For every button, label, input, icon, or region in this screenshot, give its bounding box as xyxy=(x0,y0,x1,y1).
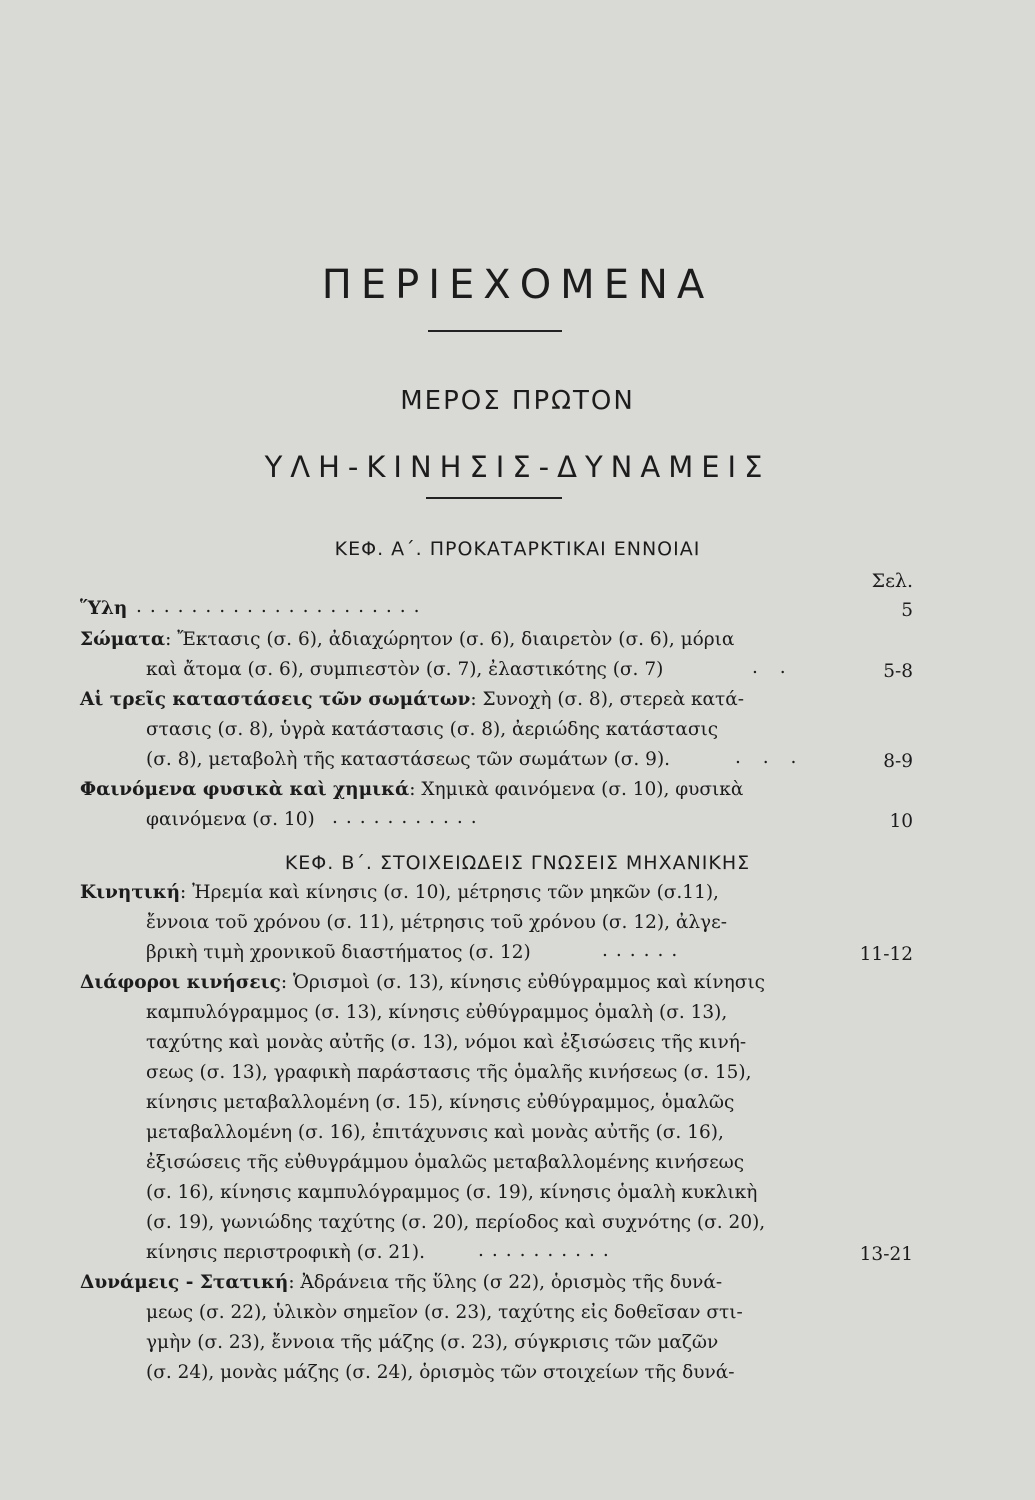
page-title: ΠΕΡΙΕΧΟΜΕΝΑ xyxy=(321,262,714,308)
toc-entry-text: (σ. 8), μεταβολὴ τῆς καταστάσεως τῶν σωμάτων (σ. 9). xyxy=(146,749,671,770)
toc-entry-text: : Χημικὰ φαινόμενα (σ. 10), φυσικὰ xyxy=(409,779,744,800)
toc-entry xyxy=(80,629,734,650)
toc-entry-text: στασις (σ. 8), ὑγρὰ κατάστασις (σ. 8), ἀεριώδης κατάστασις xyxy=(146,719,719,740)
toc-entry-text: ἐξισώσεις τῆς εὐθυγράμμου ὁμαλῶς μεταβαλλομένης κινήσεως xyxy=(146,1152,745,1173)
toc-page-number: 10 xyxy=(889,811,913,832)
toc-entry-text: (σ. 16), κίνησις καμπυλόγραμμος (σ. 19), κίνησις ὁμαλὴ κυκλικὴ xyxy=(146,1182,758,1203)
toc-entry xyxy=(80,972,765,993)
dot-leader: ........... xyxy=(332,807,485,828)
toc-entry-text: κίνησις περιστροφικὴ (σ. 21). xyxy=(146,1242,425,1263)
toc-page-number: 13-21 xyxy=(859,1244,913,1265)
toc-entry-text: ἔννοια τοῦ χρόνου (σ. 11), μέτρησις τοῦ χρόνου (σ. 12), ἀλγε- xyxy=(146,912,727,933)
part-heading: ΜΕΡΟΣ ΠΡΩΤΟΝ xyxy=(400,386,635,416)
toc-entry-text: μεως (σ. 22), ὑλικὸν σημεῖον (σ. 23), ταχύτης εἰς δοθεῖσαν στι- xyxy=(146,1302,743,1323)
toc-page-number: 8-9 xyxy=(883,751,913,772)
toc-entry-text: καμπυλόγραμμος (σ. 13), κίνησις εὐθύγραμμος ὁμαλὴ (σ. 13), xyxy=(146,1002,728,1023)
toc-entry-text: σεως (σ. 13), γραφικὴ παράστασις τῆς ὁμαλῆς κινήσεως (σ. 15), xyxy=(146,1062,752,1083)
dot-leader: ..................... xyxy=(136,596,428,617)
toc-entry-text: (σ. 24), μονὰς μάζης (σ. 24), ὁρισμὸς τῶν στοιχείων τῆς δυνά- xyxy=(146,1362,735,1383)
toc-entry xyxy=(80,1272,722,1293)
toc-entry-text: : Ἀδράνεια τῆς ὕλης (σ 22), ὁρισμὸς τῆς δυνά- xyxy=(288,1272,723,1293)
dot-leader: ...... xyxy=(602,940,686,961)
dot-leader: . . xyxy=(752,657,794,678)
toc-entry-text: : Συνοχὴ (σ. 8), στερεὰ κατά- xyxy=(470,689,744,710)
toc-page-number: 5-8 xyxy=(883,661,913,682)
toc-entry-head: Διάφοροι κινήσεις xyxy=(80,972,281,993)
toc-entry-head: Σώματα xyxy=(80,629,166,650)
toc-entry-text: γμὴν (σ. 23), ἔννοια τῆς μάζης (σ. 23), σύγκρισις τῶν μαζῶν xyxy=(146,1332,719,1353)
page-column-header: Σελ. xyxy=(871,570,913,592)
toc-entry-head: Δυνάμεις - Στατική xyxy=(80,1272,289,1293)
toc-entry-text: καὶ ἄτομα (σ. 6), συμπιεστὸν (σ. 7), ἐλαστικότης (σ. 7) xyxy=(146,659,664,680)
toc-entry-text: : Ἔκτασις (σ. 6), ἀδιαχώρητον (σ. 6), διαιρετὸν (σ. 6), μόρια xyxy=(165,629,735,650)
title-rule xyxy=(428,330,562,332)
toc-entry-head: Φαινόμενα φυσικὰ καὶ χημικά xyxy=(80,779,410,800)
toc-entry-text: ταχύτης καὶ μονὰς αὐτῆς (σ. 13), νόμοι καὶ ἐξισώσεις τῆς κινή- xyxy=(146,1032,747,1053)
part-subtitle: ΥΛΗ-ΚΙΝΗΣΙΣ-ΔΥΝΑΜΕΙΣ xyxy=(264,450,771,484)
toc-page-number: 5 xyxy=(901,600,913,621)
dot-leader: . . . xyxy=(735,747,805,768)
toc-entry-text: : Ὁρισμοὶ (σ. 13), κίνησις εὐθύγραμμος καὶ κίνησις xyxy=(280,972,765,993)
toc-entry-text: : Ἠρεμία καὶ κίνησις (σ. 10), μέτρησις τῶν μηκῶν (σ.11), xyxy=(180,882,719,903)
toc-entry-head: Κινητική xyxy=(80,882,181,903)
chapter-b-heading: ΚΕΦ. Β΄. ΣΤΟΙΧΕΙΩΔΕΙΣ ΓΝΩΣΕΙΣ ΜΗΧΑΝΙΚΗΣ xyxy=(284,852,751,874)
subtitle-rule xyxy=(426,497,562,499)
toc-entry-head: Αἱ τρεῖς καταστάσεις τῶν σωμάτων xyxy=(80,689,471,710)
toc-entry-text: φαινόμενα (σ. 10) xyxy=(146,809,315,830)
toc-entry xyxy=(80,882,719,903)
toc-entry xyxy=(80,689,744,710)
toc-entry xyxy=(80,779,743,800)
chapter-a-heading: ΚΕΦ. Α΄. ΠΡΟΚΑΤΑΡΚΤΙΚΑΙ ΕΝΝΟΙΑΙ xyxy=(334,538,701,560)
toc-entry-text: κίνησις μεταβαλλομένη (σ. 15), κίνησις εὐθύγραμμος, ὁμαλῶς xyxy=(146,1092,735,1113)
toc-entry-head: Ὕλη xyxy=(80,598,128,619)
dot-leader: .......... xyxy=(478,1240,617,1261)
toc-entry-text: (σ. 19), γωνιώδης ταχύτης (σ. 20), περίοδος καὶ συχνότης (σ. 20), xyxy=(146,1212,766,1233)
toc-entry-text: βρικὴ τιμὴ χρονικοῦ διαστήματος (σ. 12) xyxy=(146,942,531,963)
toc-entry-text: μεταβαλλομένη (σ. 16), ἐπιτάχυνσις καὶ μονὰς αὐτῆς (σ. 16), xyxy=(146,1122,724,1143)
toc-page-number: 11-12 xyxy=(859,944,913,965)
